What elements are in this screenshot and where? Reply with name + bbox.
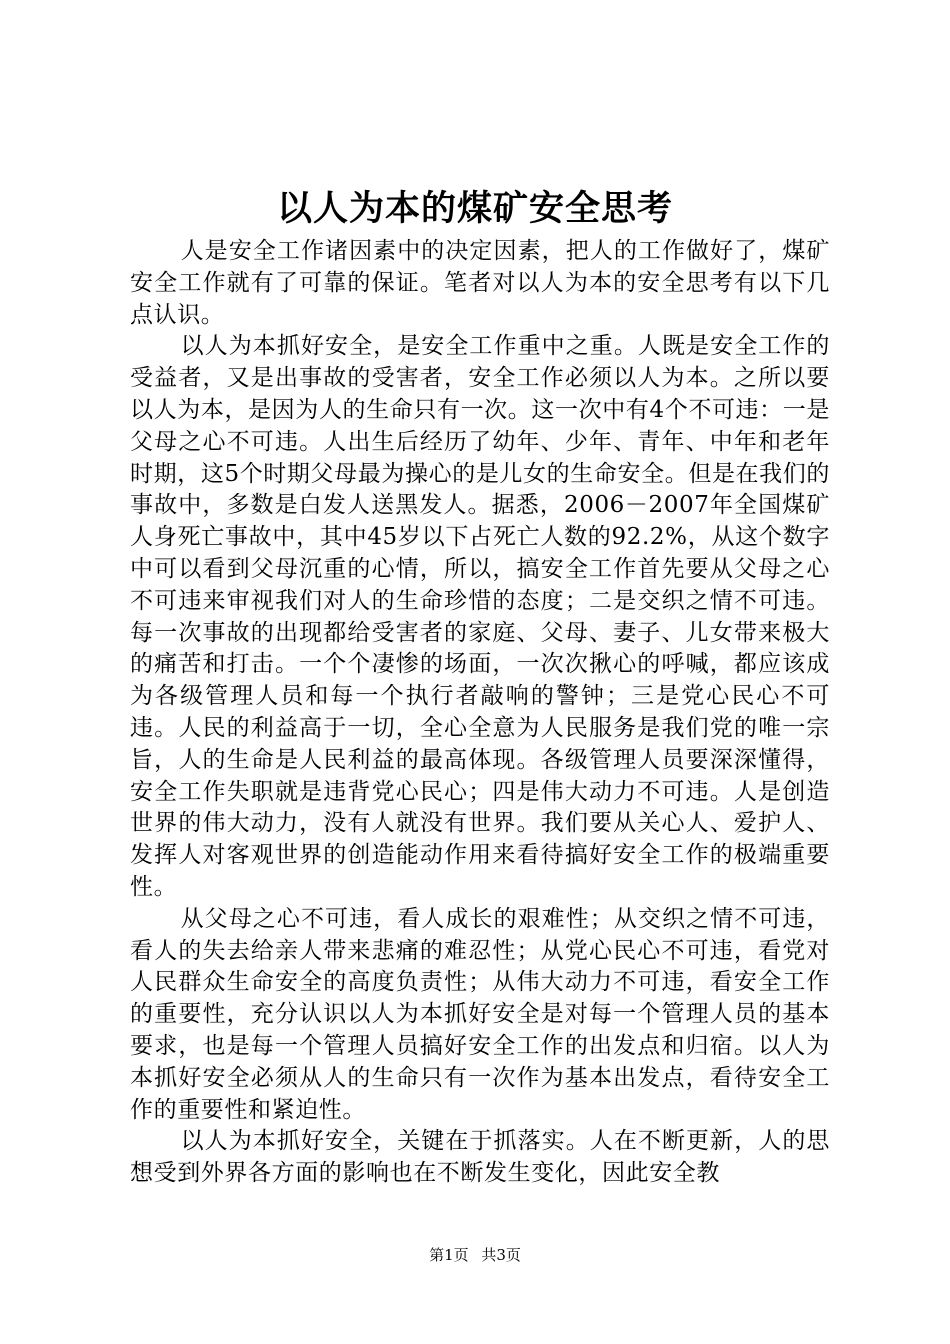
page-footer <box>0 1245 950 1265</box>
paragraph: 人是安全工作诸因素中的决定因素，把人的工作做好了，煤矿安全工作就有了可靠的保证。笔者对以人为本的安全思考有以下几点认识。 <box>130 238 830 328</box>
paragraph: 从父母之心不可违，看人成长的艰难性；从交织之情不可违，看人的失去给亲人带来悲痛的难忍性；从党心民心不可违，看党对人民群众生命安全的高度负责性；从伟大动力不可违，看安全工作的重要性，充分认识以人为本抓好安全是对每一个管理人员的基本要求，也是每一个管理人员搞好安全工作的出发点和归宿。以人为本抓好安全必须从人的生命只有一次作为基本出发点，看待安全工作的重要性和紧迫性。 <box>130 905 830 1123</box>
page-total: 共3页 <box>481 1246 521 1264</box>
page-number: 第1页 <box>429 1246 469 1264</box>
document-title: 以人为本的煤矿安全思考 <box>276 188 673 229</box>
paragraph: 以人为本抓好安全，是安全工作重中之重。人既是安全工作的受益者，又是出事故的受害者，安全工作必须以人为本。之所以要以人为本，是因为人的生命只有一次。这一次中有4个不可违：一是父母之心不可违。人出生后经历了幼年、少年、青年、中年和老年时期，这5个时期父母最为操心的是儿女的生命安全。但是在我们的事故中，多数是白发人送黑发人。据悉，2006－2007年全国煤矿人身死亡事故中，其中45岁以下占死亡人数的92.2%，从这个数字中可以看到父母沉重的心情，所以，搞安全工作首先要从父母之心不可违来审视我们对人的生命珍惜的态度；二是交织之情不可违。每一次事故的出现都给受害者的家庭、父母、妻子、儿女带来极大的痛苦和打击。一个个凄惨的场面，一次次揪心的呼喊，都应该成为各级管理人员和每一个执行者敲响的警钟；三是党心民心不可违。人民的利益高于一切，全心全意为人民服务是我们党的唯一宗旨，人的生命是人民利益的最高体现。各级管理人员要深深懂得，安全工作失职就是违背党心民心；四是伟大动力不可违。人是创造世界的伟大动力，没有人就没有世界。我们要从关心人、爱护人、发挥人对客观世界的创造能动作用来看待搞好安全工作的极端重要性。 <box>130 333 830 900</box>
paragraph: 以人为本抓好安全，关键在于抓落实。人在不断更新，人的思想受到外界各方面的影响也在不断发生变化，因此安全教 <box>130 1128 830 1187</box>
document-body <box>130 236 830 1190</box>
